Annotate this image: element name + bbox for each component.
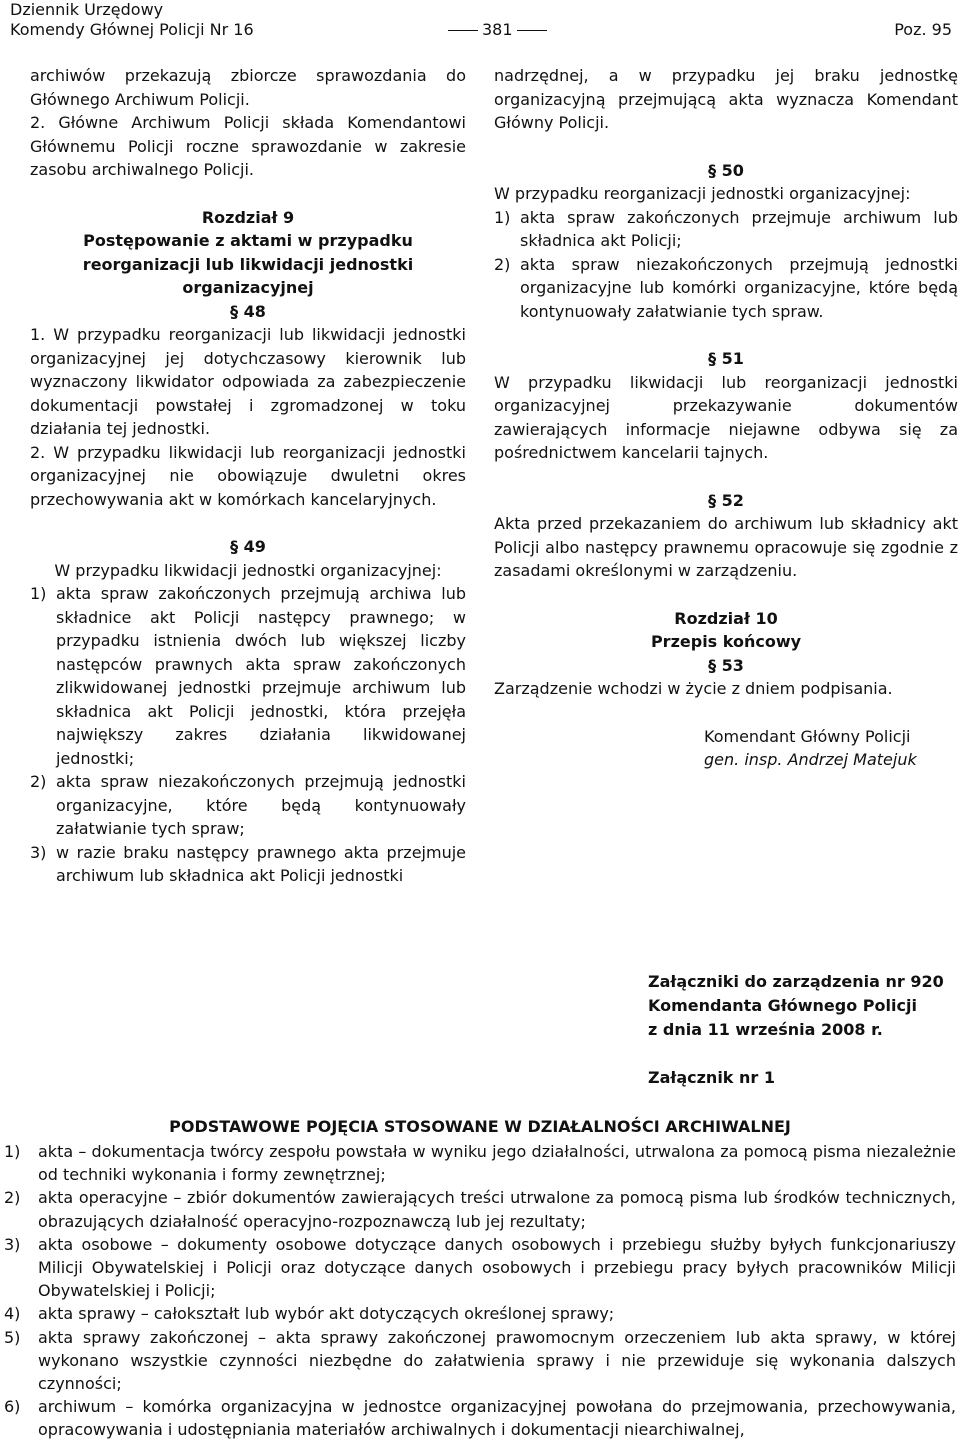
definition-number: 1) [4, 1142, 21, 1161]
section-53-heading: § 53 [708, 655, 744, 675]
page-number-value: 381 [482, 20, 513, 39]
item-text: akta spraw zakończonych przejmują archiwa lub składnice akt Policji następcy prawnego; w przypadku istnienia dwóch lub większej liczby następców prawnych akta spraw zakończonych zlikwidowanej jednostki przejmuje archiwum lub składnica akt Policji jednostki, która przejęła największy zakres działania likwidowanej jednostki; [56, 584, 466, 768]
section-49-intro: W przypadku likwidacji jednostki organizacyjnej: [54, 560, 442, 580]
definition-text: archiwum – komórka organizacyjna w jednostce organizacyjnej powołana do przejmowania, przechowywania, opracowywania i udostępniania materiałów archiwalnych i dokumentacji niearchiwalnej, [38, 1397, 956, 1440]
definition-text: akta sprawy – całokształt lub wybór akt dotyczących określonej sprawy; [38, 1304, 615, 1324]
section-51-text: W przypadku likwidacji lub reorganizacji jednostki organizacyjnej przekazywanie dokumentów zawierających informacje niejawne odbywa się za pośrednictwem kancelarii tajnych. [494, 372, 958, 462]
item-text: akta spraw zakończonych przejmuje archiwum lub składnica akt Policji; [520, 207, 958, 250]
chapter-10-label: Rozdział 10 [674, 608, 778, 628]
definition-text: akta operacyjne – zbiór dokumentów zawierających treści utrwalone za pomocą pisma lub środków technicznych, obrazujących działalność operacyjno-rozpoznawczą lub jej rezultaty; [38, 1188, 956, 1231]
section-52-heading: § 52 [708, 490, 744, 510]
item-text: w razie braku następcy prawnego akta przejmuje archiwum lub składnica akt Policji jednostki [56, 842, 466, 885]
section-50-heading: § 50 [708, 160, 744, 180]
annex-line-2: Komendanta Głównego Policji [648, 996, 917, 1015]
definition-number: 4) [4, 1304, 21, 1324]
annex-line-1: Załączniki do zarządzenia nr 920 [648, 972, 944, 991]
section-49-heading: § 49 [230, 537, 266, 556]
item-number: 1) [30, 584, 47, 603]
definition-item [4, 1302, 956, 1325]
journal-title-line2: Komendy Głównej Policji Nr 16 [10, 20, 254, 39]
section-50-intro: W przypadku reorganizacji jednostki organizacyjnej: [494, 184, 911, 203]
definition-number: 5) [4, 1327, 21, 1347]
right-column [494, 64, 958, 772]
page-header [10, 0, 952, 44]
signature-name: gen. insp. Andrzej Matejuk [704, 750, 917, 769]
journal-title-line1: Dziennik Urzędowy [10, 0, 164, 19]
item-number: 1) [494, 207, 511, 227]
section-49-item [30, 841, 466, 888]
definition-number: 6) [4, 1397, 21, 1417]
page-number [444, 20, 551, 40]
left-column [30, 64, 466, 888]
item-number: 3) [30, 842, 47, 862]
definition-number: 2) [4, 1188, 21, 1208]
dash-right [517, 30, 547, 31]
chapter-9-label: Rozdział 9 [201, 207, 295, 227]
definition-text: akta sprawy zakończonej – akta sprawy zakończonej prawomocnym orzeczeniem lub akta sprawy, w której wykonano wszystkie czynności niezbędne do załatwienia sprawy i nie przewiduje się wykonania dalszych czynności; [38, 1327, 956, 1394]
definition-item [4, 1395, 956, 1441]
journal-title [10, 0, 254, 40]
signature-role: Komendant Główny Policji [704, 726, 911, 746]
dash-left [448, 30, 478, 31]
definition-item [4, 1140, 956, 1186]
section-52-text: Akta przed przekazaniem do archiwum lub składnicy akt Policji albo następcy prawnemu opracowuje się zgodnie z zasadami określonymi w zarządzeniu. [494, 514, 958, 580]
definition-text: akta – dokumentacja twórcy zespołu powstała w wyniku jego działalności, utrwalona za pomocą pisma niezależnie od techniki wykonania i formy zewnętrznej; [38, 1142, 956, 1185]
section-49-item [30, 582, 466, 770]
item-text: akta spraw niezakończonych przejmują jednostki organizacyjne, które będą kontynuowały załatwianie tych spraw; [56, 772, 466, 838]
paragraph-intro: archiwów przekazują zbiorcze sprawozdania do Głównego Archiwum Policji. [30, 66, 466, 109]
section-50-item [494, 253, 958, 324]
item-number: 2) [494, 254, 511, 274]
definition-text: akta osobowe – dokumenty osobowe dotyczące danych osobowych i przebiegu służby byłych funkcjonariuszy Milicji Obywatelskiej i Policji oraz dotyczące danych osobowych i przebiegu pracy byłych pracowników Milicji Obywatelskiej i Policji; [38, 1234, 956, 1301]
section-48-paragraph-2: 2. W przypadku likwidacji lub reorganizacji jednostki organizacyjnej nie obowiązuje dwuletni okres przechowywania akt w komórkach kancelaryjnych. [30, 442, 466, 509]
chapter-10-title: Przepis końcowy [650, 632, 802, 651]
definition-item [4, 1233, 956, 1303]
section-48-heading: § 48 [230, 301, 266, 321]
section-51-heading: § 51 [708, 349, 744, 368]
annex-number: Załącznik nr 1 [648, 1068, 775, 1087]
definitions-title: PODSTAWOWE POJĘCIA STOSOWANE W DZIAŁALNOŚCI ARCHIWALNEJ [169, 1117, 791, 1136]
definitions-list [4, 1140, 956, 1442]
section-53-text: Zarządzenie wchodzi w życie z dniem podpisania. [494, 679, 893, 698]
chapter-9-title: Postępowanie z aktami w przypadku reorganizacji lub likwidacji jednostki organizacyjnej [82, 231, 414, 297]
definition-number: 3) [4, 1234, 21, 1254]
section-50-item [494, 206, 958, 253]
annex-reference [648, 970, 948, 1042]
definition-item [4, 1326, 956, 1396]
item-number: 2) [30, 772, 47, 791]
section-49-item [30, 770, 466, 841]
annex-line-3: z dnia 11 września 2008 r. [648, 1020, 883, 1039]
section-48-paragraph-1: 1. W przypadku reorganizacji lub likwidacji jednostki organizacyjnej jej dotychczasowy kierownik lub wyznaczony likwidator odpowiada za zabezpieczenie dokumentacji powstałej i zgromadzonej w toku działania tej jednostki. [30, 325, 466, 438]
position-label: Poz. 95 [894, 20, 952, 39]
paragraph-2: 2. Główne Archiwum Policji składa Komendantowi Głównemu Policji roczne sprawozdanie w zakresie zasobu archiwalnego Policji. [30, 113, 466, 179]
paragraph-continuation: nadrzędnej, a w przypadku jej braku jednostkę organizacyjną przejmującą akta wyznacza Komendant Główny Policji. [494, 66, 958, 132]
item-text: akta spraw niezakończonych przejmują jednostki organizacyjne lub komórki organizacyjne, które będą kontynuowały załatwianie tych spraw. [520, 254, 958, 321]
definition-item [4, 1186, 956, 1232]
